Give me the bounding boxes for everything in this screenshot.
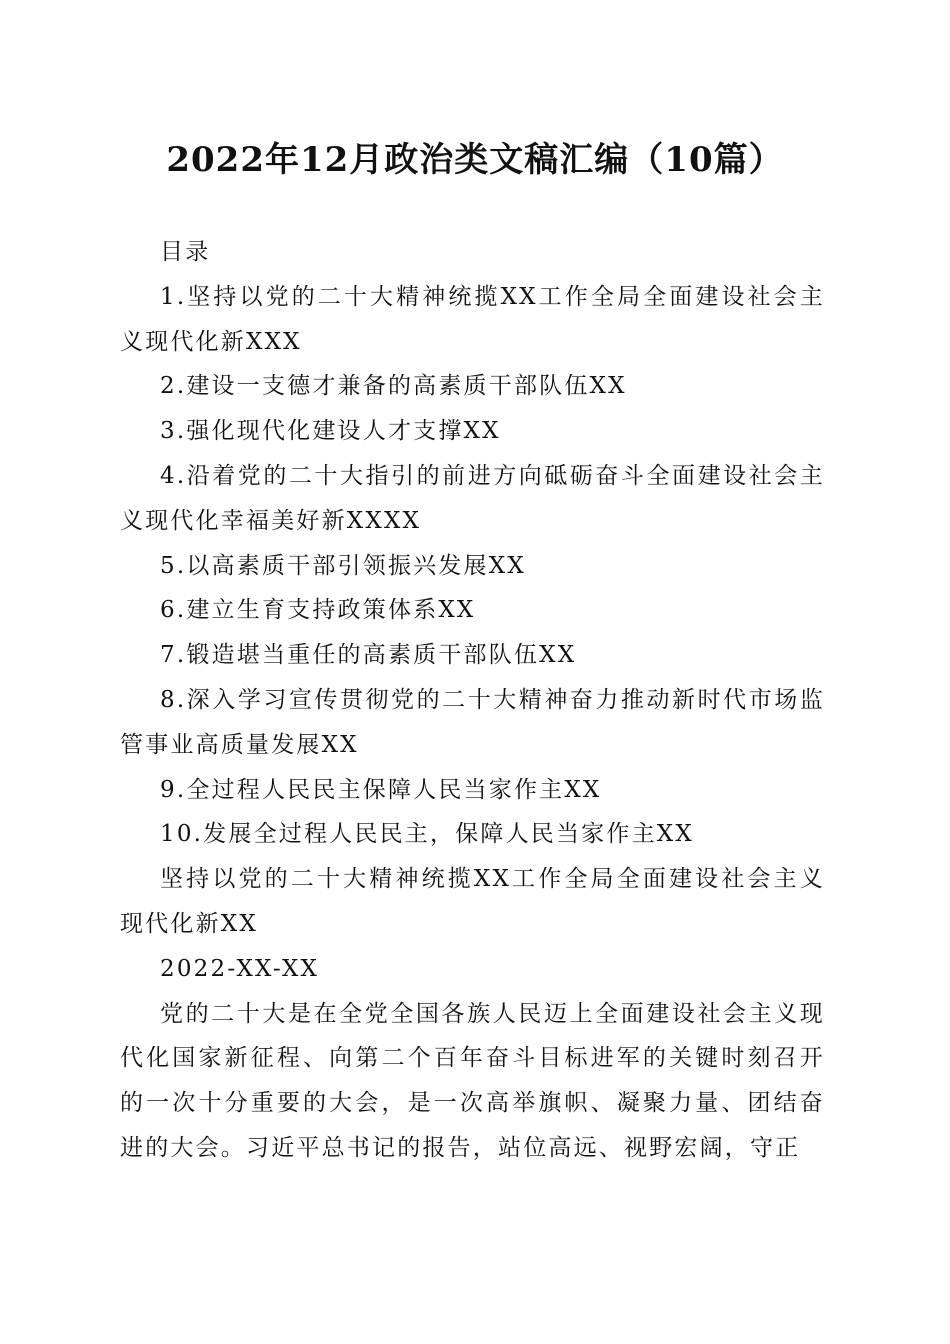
toc-item: 6.建立生育支持政策体系XX (160, 597, 476, 624)
toc-item: 8.深入学习宣传贯彻党的二十大精神奋力推动新时代市场监管事业高质量发展XX (120, 686, 825, 758)
document-body (120, 230, 825, 1171)
article-title: 坚持以党的二十大精神统揽XX工作全局全面建设社会主义现代化新XX (120, 866, 825, 937)
toc-item: 3.强化现代化建设人才支撑XX (160, 418, 501, 445)
toc-item: 4.沿着党的二十大指引的前进方向砥砺奋斗全面建设社会主义现代化幸福美好新XXXX (120, 462, 825, 534)
document-title: 2022年12月政治类文稿汇编（10篇） (166, 140, 784, 180)
article-paragraph: 党的二十大是在全党全国各族人民迈上全面建设社会主义现代化国家新征程、向第二个百年奋斗目标进军的关键时刻召开的一次十分重要的大会，是一次高举旗帜、凝聚力量、团结奋进的大会。习近平总书记的报告，站位高远、视野宏阔，守正 (120, 1000, 825, 1161)
toc-item: 5.以高素质干部引领振兴发展XX (160, 552, 526, 579)
toc-item: 9.全过程人民民主保障人民当家作主XX (160, 776, 602, 803)
toc-item: 2.建设一支德才兼备的高素质干部队伍XX (160, 373, 627, 400)
toc-item: 7.锻造堪当重任的高素质干部队伍XX (160, 642, 577, 669)
toc-heading: 目录 (160, 239, 211, 265)
toc-item: 10.发展全过程人民民主，保障人民当家作主XX (160, 821, 694, 848)
toc-item: 1.坚持以党的二十大精神统揽XX工作全局全面建设社会主义现代化新XXX (120, 283, 825, 355)
article-date: 2022-XX-XX (160, 955, 320, 982)
